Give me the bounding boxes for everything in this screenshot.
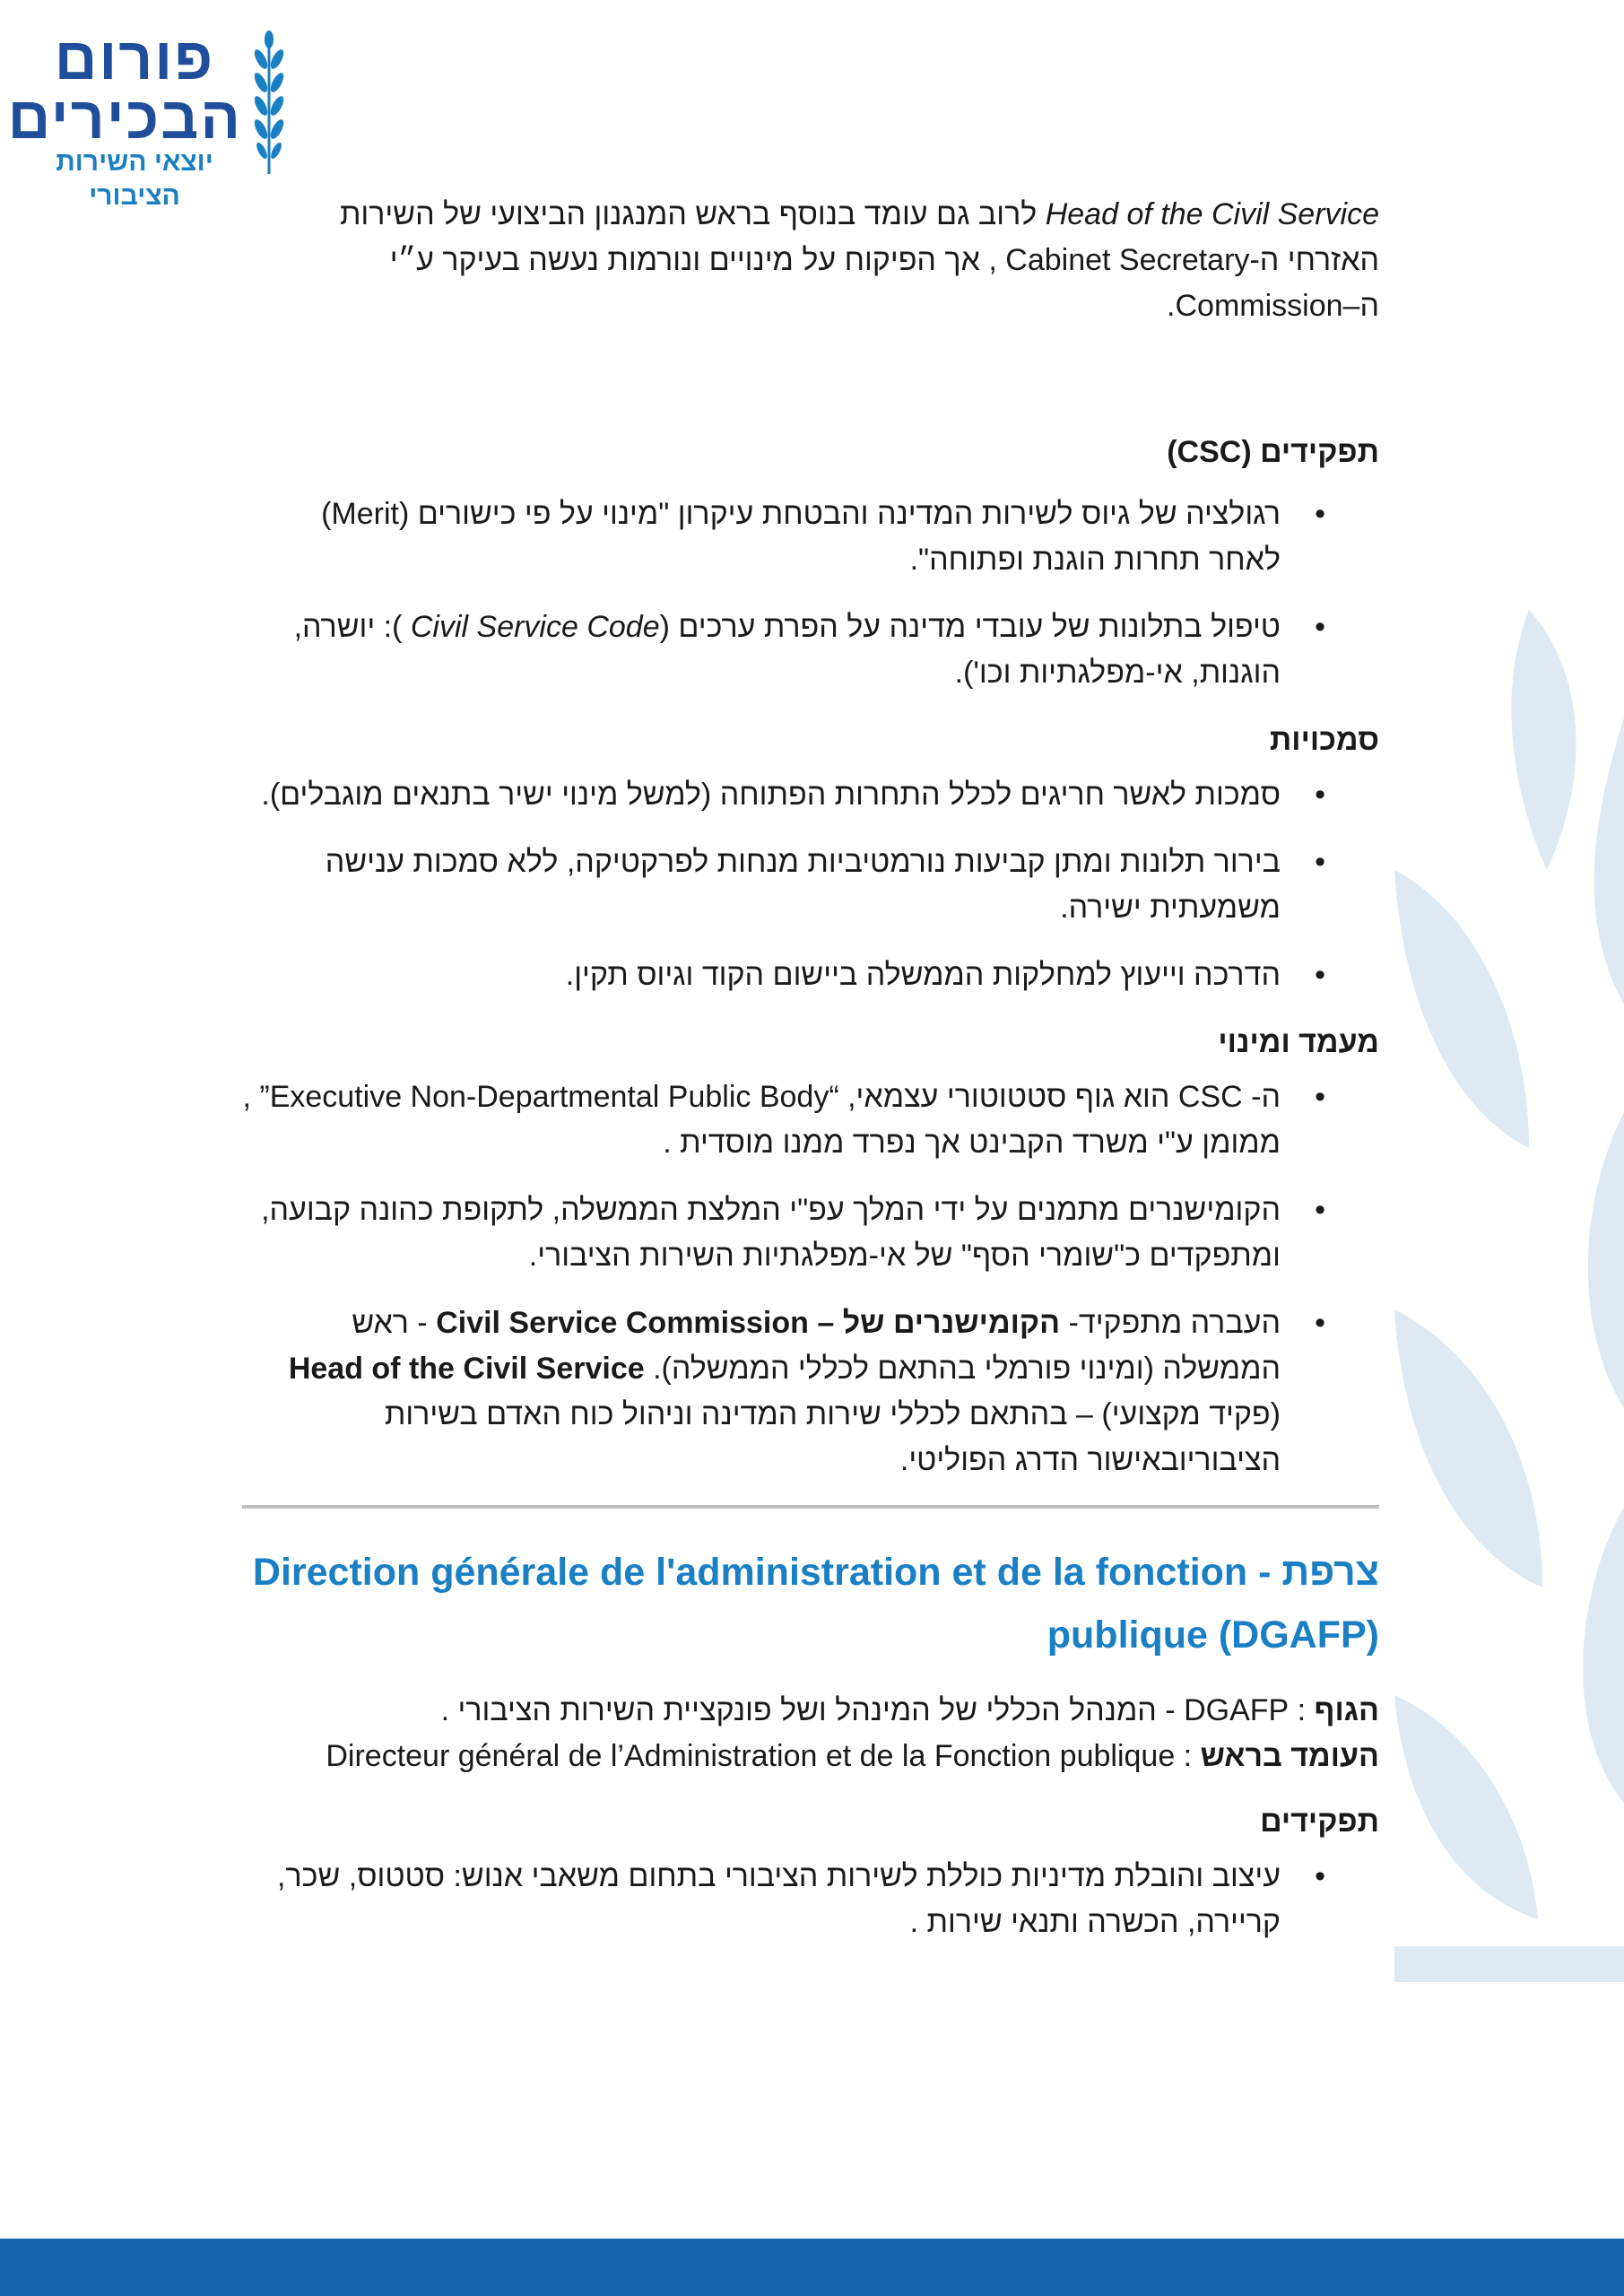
france-section-title: צרפת - Direction générale de l'administration et de la fonction publique (DGAFP) [252, 1551, 1379, 1657]
status-item-1: ה- CSC הוא גוף סטטוטורי עצמאי, “Executive Non-Departmental Public Body” , ממומן ע"י משרד הקבינט אך נפרד ממנו מוסדית . [242, 1080, 1281, 1160]
logo-line-1: פורום [54, 25, 215, 91]
document-content [242, 192, 1379, 1967]
powers-item-3: הדרכה וייעוץ למחלקות הממשלה ביישום הקוד וגיוס תקין. [565, 958, 1281, 992]
status-item-3-pre: העברה מתפקיד- [1060, 1306, 1281, 1340]
list-item [242, 604, 1281, 696]
roles-list [242, 491, 1379, 696]
list-item [242, 1854, 1281, 1945]
wheat-icon [251, 29, 287, 177]
list-item [242, 1187, 1281, 1279]
list-item [242, 1074, 1281, 1166]
france-body-text: : DGAFP - המנהל הכללי של המינהל ושל פונקציית השירות הציבורי . [440, 1693, 1315, 1727]
commissioners-label: הקומישנרים של – Civil Service Commission [436, 1306, 1061, 1340]
intro-text-1: לרוב גם עומד בנוסף בראש המנגנון הביצועי של השירות האזרחי ה- [339, 197, 1379, 277]
status-item-3-post: (פקיד מקצועי) – בהתאם לכללי שירות המדינה וניהול כוח האדם בשירות הציבוריובאישור הדרג הפוליטי. [384, 1397, 1281, 1477]
france-body-line [242, 1688, 1379, 1734]
section-divider [242, 1505, 1379, 1509]
france-head-label: העומד בראש [1200, 1739, 1379, 1773]
france-roles-list [242, 1854, 1379, 1945]
forum-logo [7, 25, 287, 211]
footer-bar [0, 2239, 1624, 2296]
head-of-civil-service-bold: Head of the Civil Service [288, 1352, 645, 1386]
list-item [242, 772, 1281, 818]
status-item-2: הקומישנרים מתמנים על ידי המלך עפ"י המלצת הממשלה, לתקופת כהונה קבועה, ומתפקדים כ"שומרי הסף" של אי-מפלגתיות השירות הציבורי. [261, 1193, 1281, 1273]
logo-text [7, 25, 242, 213]
france-roles-item-1: עיצוב והובלת מדיניות כוללת לשירות הציבורי בתחום משאבי אנוש: סטטוס, שכר, קריירה, הכשרה ותנאי שירות . [277, 1859, 1281, 1939]
roles-heading: תפקידים (CSC) [1167, 435, 1379, 469]
powers-item-2: בירור תלונות ומתן קביעות נורמטיביות מנחות לפרקטיקה, ללא סמכות ענישה משמעתית ישירה. [325, 845, 1281, 925]
list-item [242, 491, 1281, 583]
powers-item-1: סמכות לאשר חריגים לכלל התחרות הפתוחה (למשל מינוי ישיר בתנאים מוגבלים). [261, 778, 1281, 812]
logo-line-2: הבכירים [7, 84, 242, 151]
roles-item-2-post: ): יושרה, הוגנות, אי-מפלגתיות וכו'). [293, 610, 1281, 690]
status-list [242, 1074, 1379, 1483]
france-roles-heading: תפקידים [1260, 1805, 1379, 1839]
logo-line-3: יוצאי השירות הציבורי [56, 147, 213, 211]
civil-service-code-label: Civil Service Code [410, 610, 660, 644]
roles-item-2-pre: טיפול בתלונות של עובדי מדינה על הפרת ערכים ( [659, 610, 1281, 644]
intro-text-2: , אך הפיקוח על מינויים ונורמות נעשה בעיקר ע״י ה–Commission. [389, 243, 1379, 323]
france-head-line [242, 1734, 1379, 1779]
head-of-civil-service-label: Head of the Civil Service [1045, 197, 1379, 231]
intro-paragraph [242, 192, 1379, 329]
france-body-label: הגוף [1314, 1693, 1379, 1727]
status-item-3-mid: - ראש הממשלה (ומינוי פורמלי בהתאם לכללי הממשלה). [352, 1306, 1281, 1386]
roles-item-1: רגולציה של גיוס לשירות המדינה והבטחת עיקרון "מינוי על פי כישורים (Merit) לאחר תחרות הוגנת ופתוחה". [321, 497, 1281, 577]
status-heading: מעמד ומינוי [1218, 1025, 1379, 1059]
wheat-watermark-icon [1394, 610, 1624, 1982]
cabinet-secretary-label: Cabinet Secretary [1005, 243, 1250, 277]
powers-heading: סמכויות [1269, 723, 1379, 757]
france-head-text: : Directeur général de l’Administration et de la Fonction publique [326, 1739, 1201, 1773]
powers-list [242, 772, 1379, 998]
list-item [242, 1300, 1281, 1483]
list-item [242, 839, 1281, 931]
list-item [242, 952, 1281, 998]
